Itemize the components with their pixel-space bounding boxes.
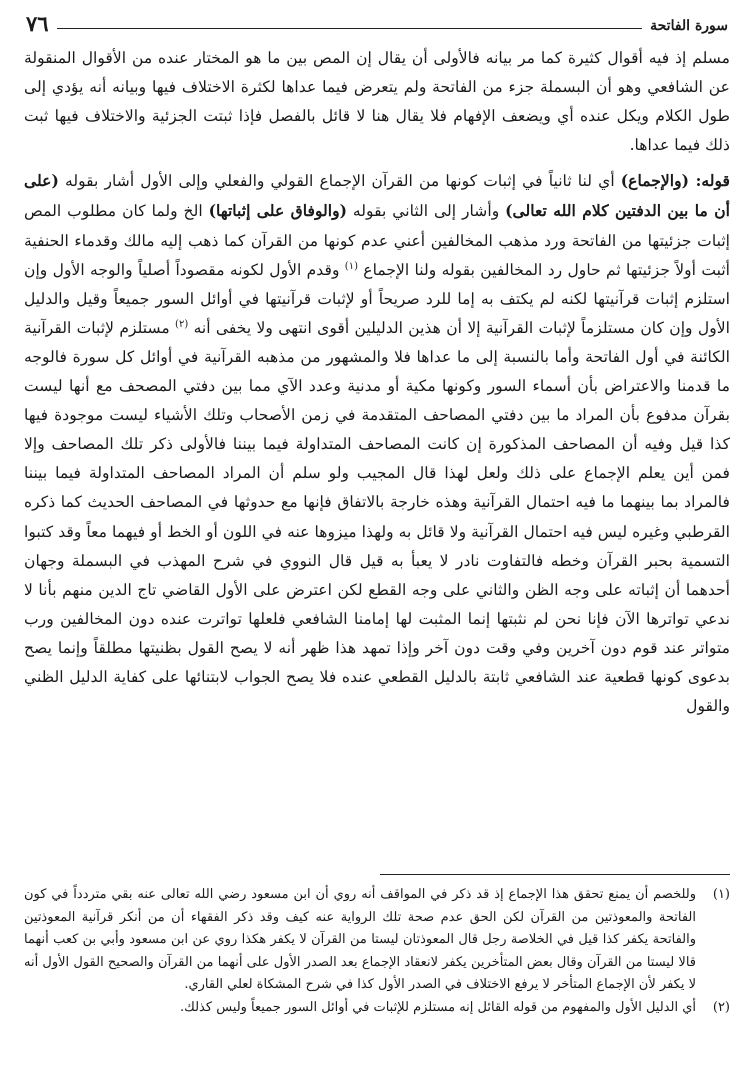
- footnote-1: [24, 884, 730, 997]
- footnote-number: (١): [712, 887, 730, 902]
- footnote-2: [24, 997, 730, 1020]
- footnote-text: وللخصم أن يمنع تحقق هذا الإجماع إذ قد ذكر في المواقف أنه روي أن ابن مسعود رضي الله تعالى عنه بقي متردداً في كون الفاتحة والمعوذتين من القرآن لكن الحق عدم صحة تلك الرواية عنه كيف وقد ذكر الفقهاء أن من أنكر قرآنية المعوذتين والفاتحة يكفر كذا قيل في الخلاصة رجل قال المعوذتان ليستا من القرآن لا يكفر هكذا روي عن ابن مسعود وأبي بن كعب أنهما قالا ليستا من القرآن وقال بعض المتأخرين يكفر لانعقاد الإجماع بعد الصدر الأول على أنهما من القرآن والصحيح القول الأول أنه لا يكفر لأن الإجماع المتأخر لا يرفع الاختلاف في الصدر الأول كذا في شرح المشكاة لعلي القاري.: [24, 887, 696, 992]
- text-segment: وقدم الأول لكونه مقصوداً أصلياً والوجه الأول وإن استلزم إثبات قرآنيتها لكنه لم يكتف به إما للرد صريحاً أو لإثبات قرآنيتها في أوائل السور جميعاً وقيل والدليل الأول وإن كان مستلزماً لإثبات القرآنية إلا أن هذين الدليلين أقوى انتهى ولا يخفى أنه: [24, 260, 730, 337]
- footnote-ref-1[interactable]: (١): [344, 260, 358, 272]
- surah-title: سورة الفاتحة: [650, 18, 728, 34]
- footnotes: [24, 884, 730, 1019]
- page-number: ٧٦: [26, 11, 49, 36]
- paragraph-commentary: [24, 166, 730, 721]
- footnote-ref-2[interactable]: (٢): [175, 318, 189, 330]
- quoted-term-ijma: قوله: (والإجماع): [620, 171, 730, 191]
- page-header: [26, 8, 728, 36]
- text-segment: مستلزم لإثبات القرآنية الكائنة في أول الفاتحة وأما بالنسبة إلى ما عداها فلا والمشهور من مذهبه القرآنية في أوائل كل سورة فالوجه ما قدمنا والاعتراض بأن أسماء السور وكونها مكية أو مدنية وعدد الآي مما بين دفتي المصحف مع أنها ليست بقرآن مدفوع بأن المراد ما بين دفتي المصاحف المتقدمة في زمن الأصحاب وتلك الأشياء ليست موجودة فيها كذا قيل وفيه أن المصاحف المذكورة إن كانت المصاحف المتداولة فيما بيننا فالأولى ذكر تلك المصاحف وإلا فمن أين يعلم الإجماع على ذلك ولعل لهذا قال المجيب ولو سلم أن المراد المصاحف المتداولة فيما بيننا فالمراد بما بينهما ما فيه احتمال القرآنية وهذه خارجة بالاتفاق فإنها مع حدوثها في المصاحف الحديث كما ذكره القرطبي وغيره ليس فيه احتمال القرآنية ولا قائل به ولهذا ميزوها عنه في اللون أو الخط أو فيهما معاً وقد كتبوا التسمية بحبر القرآن وخطه فالتفاوت نادر لا يعبأ به قيل قال النووي في شرح المهذب في البسملة وجهان أحدهما أن إثباته على وجه الظن والثاني على وجه القطع لكن اعترض على الأول القاضي تاج الدين منهم بأنا لا ندعي تواترها الآن فإنا نحن لم نثبتها إنما المثبت لها إمامنا الشافعي فلعلها تواترت عنده دون المخالفين ورب متواتر عند قوم دون آخرين وفي وقت دون آخر وإذا تمهد هذا ظهر أنه لا يصح القول بظنيتها مطلقاً وإنما يصح بدعوى كونها قطعية عند الشافعي ثابتة بالدليل القطعي عنده فلا يصح الجواب لابتنائها على كفاية الدليل الظني والقول: [24, 318, 730, 716]
- footnote-number: (٢): [712, 999, 730, 1015]
- footnote-separator: [380, 874, 730, 875]
- main-text: [24, 44, 730, 721]
- footnote-text: أي الدليل الأول والمفهوم من قوله القائل إنه مستلزم للإثبات في أوائل السور جميعاً وليس كذلك.: [180, 999, 696, 1015]
- paragraph-intro: [24, 44, 730, 160]
- text-segment: مسلم إذ فيه أقوال كثيرة كما مر بيانه فالأولى أن يقال إن المص بين ما هو المختار عنده من الأقوال المنقولة عن الشافعي وهو أن البسملة جزء من الفاتحة ولم يتعرض فيما عداها لكثرة الاختلاف فيها وبيانه أنه يؤدي إلى طول الكلام ويكل عنده أي ويضعف الإفهام فلا يقال هنا لا قائل بالفصل فإذا ثبتت الجزئية والاختلاف فيها ثبت ذلك فيما عداها.: [24, 49, 730, 155]
- quoted-phrase-wifaq: (والوفاق على إثباتها): [208, 201, 348, 221]
- text-segment: أي لنا ثانياً في إثبات كونها من القرآن الإجماع القولي والفعلي وإلى الأول أشار بقوله: [58, 172, 615, 191]
- text-segment: وأشار إلى الثاني بقوله: [347, 202, 500, 221]
- text-segment: الخ ولما كان مطلوب المص إثبات جزئيتها من الفاتحة ورد مذهب المخالفين أعني عدم كونها من القرآن كما ذهب إليه مالك وقدماء الحنفية أثبت أولاً جزئيتها ثم حاول رد المخالفين بقوله ولنا الإجماع: [24, 202, 731, 279]
- quoted-phrase-daffatayn: (على أن ما بين الدفتين كلام الله تعالى): [24, 171, 730, 221]
- header-rule: [57, 28, 643, 29]
